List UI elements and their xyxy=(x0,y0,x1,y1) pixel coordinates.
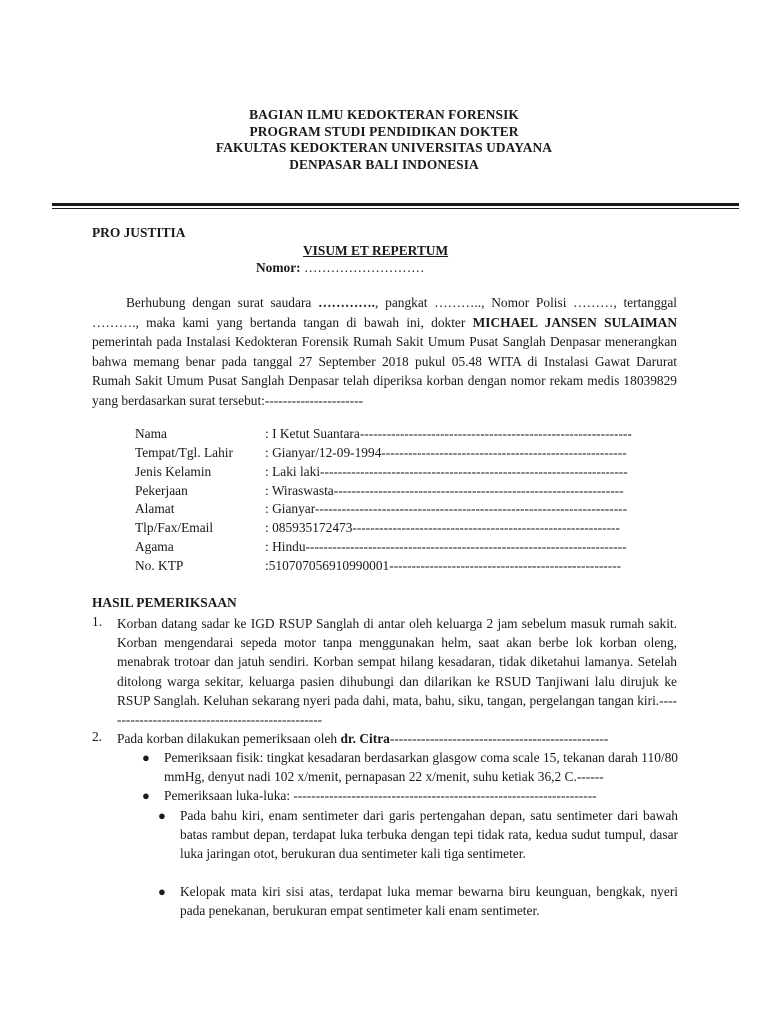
pro-justitia-label: PRO JUSTITIA xyxy=(92,225,186,240)
letter-number-dots: …………. xyxy=(318,295,376,310)
identity-value: :510707056910990001---------------------------------------------------- xyxy=(265,558,622,573)
section-title-hasil: HASIL PEMERIKSAAN xyxy=(92,595,237,610)
identity-label: Pekerjaan xyxy=(135,483,188,498)
intro-text-2: , pangkat ……….., Nomor Polisi ………, tertanggal ………., maka kami yang bertanda tangan di bawah ini, dokter xyxy=(92,295,677,330)
identity-value: : I Ketut Suantara------------------------------------------------------------- xyxy=(265,426,632,441)
header-line-2: PROGRAM STUDI PENDIDIKAN DOKTER xyxy=(249,123,519,139)
header-line-3: FAKULTAS KEDOKTERAN UNIVERSITAS UDAYANA xyxy=(215,140,553,155)
item-number: 1. xyxy=(92,614,103,629)
identity-value: : Hindu------------------------------------------------------------------------ xyxy=(265,539,627,554)
identity-label: Nama xyxy=(135,426,167,441)
header-line-1: BAGIAN ILMU KEDOKTERAN FORENSIK xyxy=(249,107,519,122)
sub-bullet-item: Pada bahu kiri, enam sentimeter dari garis pertengahan depan, satu sentimeter dari bawah batas rambut depan, terdapat luka terbuka dengan tepi tidak rata, kedua sudut tumpul, dasar luka jaringan otot, berukuran dua sentimeter kali tiga sentimeter. xyxy=(180,808,678,862)
intro-text-3: pemerintah pada Instalasi Kedokteran Forensik Rumah Sakit Umum Pusat Sanglah Denpasar menerangkan bahwa memang benar pada tanggal 27 September 2018 pukul 05.48 WITA di Instalasi Gawat Darurat Rumah Sakit Umum Pusat Sanglah Denpasar telah diperiksa korban dengan nomor rekam medis 18039829 yang berdasarkan surat tersebut:---------------------- xyxy=(92,334,677,408)
exam-item-2-dashes: ------------------------------------------------- xyxy=(389,731,609,746)
document-title: VISUM ET REPERTUM xyxy=(303,243,449,258)
identity-label: Tempat/Tgl. Lahir xyxy=(135,445,233,460)
identity-value: : Gianyar---------------------------------------------------------------------- xyxy=(265,501,628,516)
bullet-dot-icon: ● xyxy=(158,884,166,899)
header-line-4: DENPASAR BALI INDONESIA xyxy=(289,156,479,172)
nomor-value: ……………………… xyxy=(300,260,425,275)
bullet-dot-icon: ● xyxy=(142,788,150,803)
exam-item-1: Korban datang sadar ke IGD RSUP Sanglah di antar oleh keluarga 2 jam sebelum masuk rumah sakit. Korban mengendarai sepeda motor tanpa menggunakan helm, saat akan berbe lok korban oleng, menabrak trotoar dan jatuh sendiri. Korban sempat hilang kesadaran, tidak diketahui lamanya. Setelah ditolong warga sekitar, keluarga pasien dihubungi dan dilarikan ke RSUD Tanjiwani lalu dirujuk ke RSUP Sanglah. Keluhan sekarang nyeri pada dahi, mata, bahu, siku, tangan, pergelangan tangan kiri.-------------------------------------------------- xyxy=(117,616,677,728)
sub-bullet-item: Kelopak mata kiri sisi atas, terdapat luka memar bewarna biru keunguan, bengkak, nyeri pada penekanan, berukuran empat sentimeter kali enam sentimeter. xyxy=(180,884,678,919)
identity-value: : Wiraswasta----------------------------------------------------------------- xyxy=(265,483,624,498)
intro-text-1: Berhubung dengan surat saudara xyxy=(126,295,319,310)
identity-label: Tlp/Fax/Email xyxy=(135,520,214,535)
bullet-item: Pemeriksaan luka-luka: -------------------------------------------------------------------- xyxy=(164,788,597,803)
header-divider-thick xyxy=(52,203,739,206)
nomor-line xyxy=(256,260,425,276)
doctor-name: MICHAEL JANSEN SULAIMAN xyxy=(472,314,677,330)
bullet-dot-icon: ● xyxy=(142,750,150,765)
exam-item-2-text: Pada korban dilakukan pemeriksaan oleh xyxy=(117,731,341,746)
nomor-label: Nomor: xyxy=(256,260,301,275)
exam-item-2 xyxy=(117,729,677,748)
identity-value: : Gianyar/12-09-1994------------------------------------------------------- xyxy=(265,445,627,460)
examining-doctor: dr. Citra xyxy=(340,731,390,746)
item-number: 2. xyxy=(92,729,103,744)
intro-paragraph xyxy=(92,293,677,410)
institution-header xyxy=(0,107,768,173)
identity-label: Agama xyxy=(135,539,174,554)
identity-label: No. KTP xyxy=(135,558,184,573)
identity-value: : Laki laki--------------------------------------------------------------------- xyxy=(265,464,628,479)
identity-label: Jenis Kelamin xyxy=(135,464,212,479)
bullet-item: Pemeriksaan fisik: tingkat kesadaran berdasarkan glasgow coma scale 15, tekanan darah 110/80 mmHg, denyut nadi 102 x/menit, pernapasan 22 x/menit, suhu ketiak 36,2 C.------ xyxy=(164,750,678,785)
identity-label: Alamat xyxy=(135,501,175,516)
identity-value: : 085935172473------------------------------------------------------------ xyxy=(265,520,620,535)
header-divider-thin xyxy=(52,208,739,209)
bullet-dot-icon: ● xyxy=(158,808,166,823)
